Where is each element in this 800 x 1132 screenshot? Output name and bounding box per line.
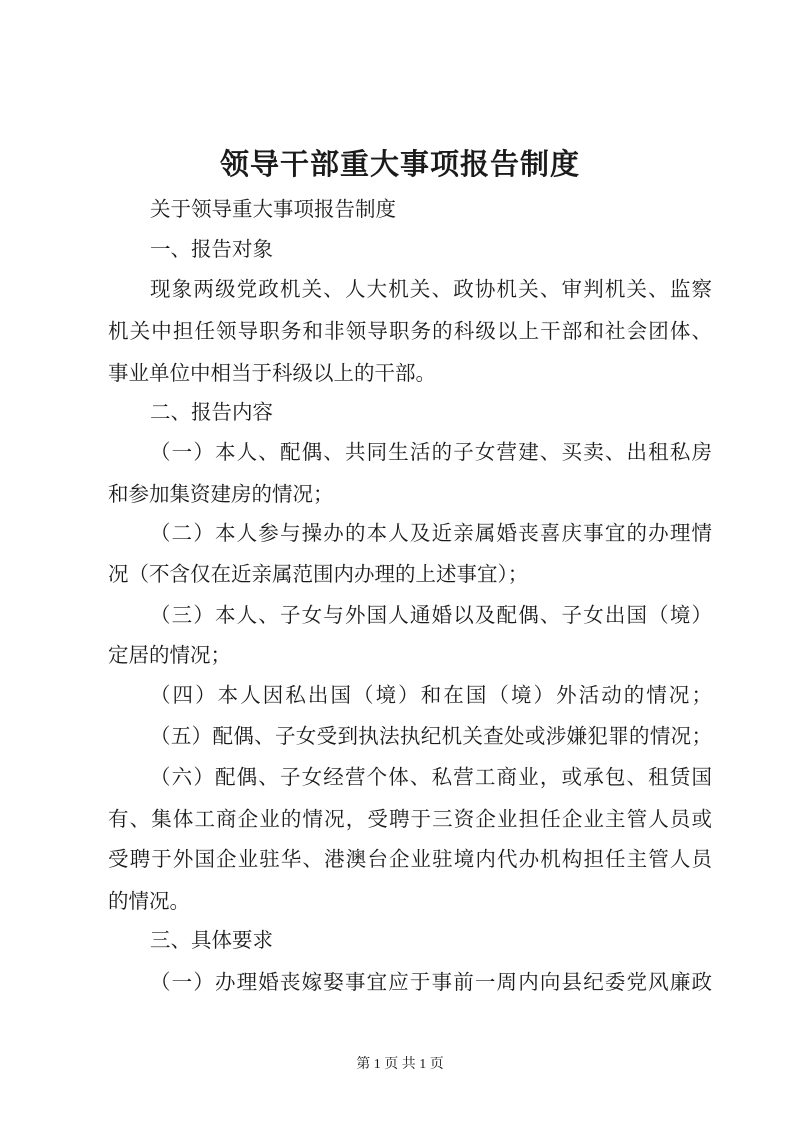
- paragraph-line: 关于领导重大事项报告制度: [150, 199, 396, 221]
- paragraph-line: （三）本人、子女与外国人通婚以及配偶、子女出国（境）: [150, 605, 712, 627]
- paragraph-line: 有、集体工商企业的情况，受聘于三资企业担任企业主管人员或: [108, 809, 712, 831]
- paragraph-line: 受聘于外国企业驻华、港澳台企业驻境内代办机构担任主管人员: [108, 849, 712, 871]
- paragraph-line: （一）办理婚丧嫁娶事宜应于事前一周内向县纪委党风廉政: [150, 972, 712, 994]
- paragraph-line: 况（不含仅在近亲属范围内办理的上述事宜）；: [108, 564, 529, 586]
- paragraph-line: 和参加集资建房的情况；: [108, 484, 334, 506]
- paragraph-line: （五）配偶、子女受到执法执纪机关查处或涉嫌犯罪的情况；: [150, 726, 712, 748]
- paragraph-line: （六）配偶、子女经营个体、私营工商业，或承包、租赁国: [150, 767, 712, 789]
- paragraph-line: （一）本人、配偶、共同生活的子女营建、买卖、出租私房: [150, 442, 712, 464]
- paragraph-line: 二、报告内容: [150, 402, 273, 424]
- paragraph-line: 的情况。: [108, 891, 190, 913]
- page-footer: 第 1 页 共 1 页: [356, 1057, 444, 1072]
- paragraph-line: 事业单位中相当于科级以上的干部。: [108, 363, 436, 385]
- paragraph-line: （二）本人参与操办的本人及近亲属婚丧喜庆事宜的办理情: [150, 523, 712, 545]
- document-title: 领导干部重大事项报告制度: [219, 149, 580, 181]
- paragraph-line: 机关中担任领导职务和非领导职务的科级以上干部和社会团体、: [108, 321, 712, 343]
- paragraph-line: 三、具体要求: [150, 930, 273, 952]
- paragraph-line: 现象两级党政机关、人大机关、政协机关、审判机关、监察: [150, 279, 712, 301]
- paragraph-line: 一、报告对象: [150, 239, 273, 261]
- paragraph-line: （四）本人因私出国（境）和在国（境）外活动的情况；: [150, 685, 712, 707]
- paragraph-line: 定居的情况；: [108, 645, 231, 667]
